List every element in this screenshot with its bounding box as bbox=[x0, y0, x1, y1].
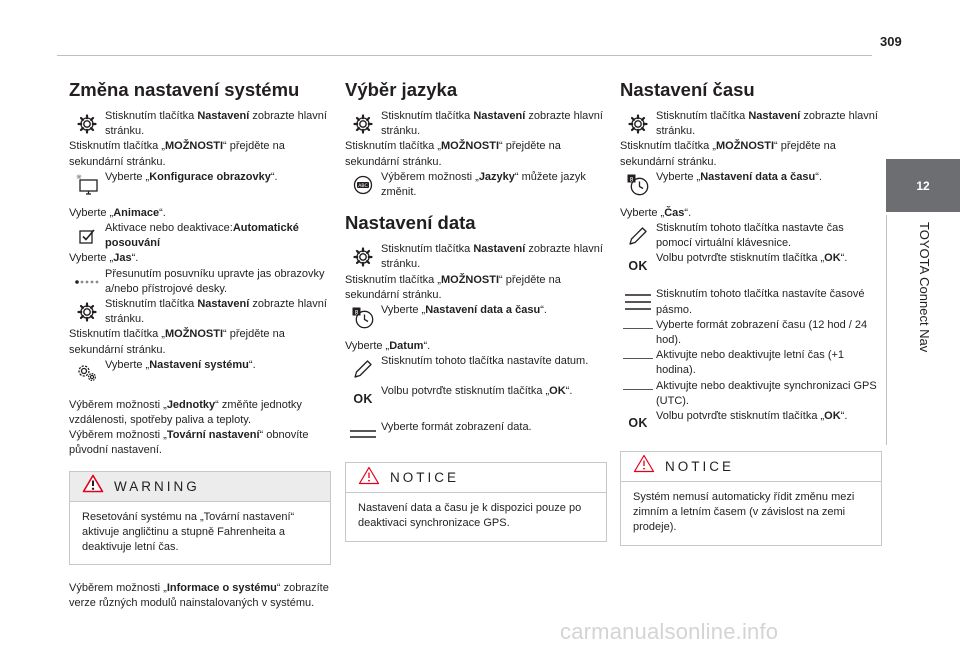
warning-body: Resetování systému na „Tovární nastavení“ aktivuje angličtinu a stupně Fahrenheita a deaktivuje letní čas. bbox=[70, 501, 330, 565]
chapter-tab[interactable] bbox=[886, 159, 960, 212]
slider-icon bbox=[69, 267, 105, 297]
watermark: carmanualsonline.info bbox=[560, 619, 779, 644]
bold-text: Jednotky bbox=[166, 398, 216, 411]
text: “. bbox=[840, 410, 848, 423]
paragraph bbox=[69, 398, 331, 428]
bold-text: MOŽNOSTI bbox=[440, 273, 500, 286]
page-number: 309 bbox=[880, 34, 902, 49]
column-system-settings bbox=[69, 78, 331, 612]
step-row bbox=[69, 221, 331, 251]
bold-text: Nastavení bbox=[748, 110, 801, 122]
ok-icon: OK bbox=[353, 391, 373, 406]
text: Stisknutím tlačítka bbox=[105, 298, 198, 311]
warning-header bbox=[70, 472, 330, 501]
text: Volbu potvrďte stisknutím tlačítka „ bbox=[656, 252, 825, 265]
text: Vyberte „ bbox=[69, 252, 114, 265]
bold-text: Nastavení bbox=[197, 110, 250, 122]
text: “. bbox=[840, 252, 848, 265]
chapter-number: 12 bbox=[916, 178, 930, 193]
text: “. bbox=[131, 252, 139, 265]
tab-rule bbox=[886, 215, 887, 445]
notice-title: NOTICE bbox=[665, 458, 735, 474]
notice-body: Systém nemusí automaticky řídit změnu mezi zimním a letním časem (v závislost na zemi prodeje). bbox=[633, 491, 855, 534]
bold-text: Jas bbox=[113, 252, 132, 265]
text: “. bbox=[815, 170, 822, 183]
text: “ přejděte na sekundární stránku. bbox=[620, 140, 836, 168]
text: “. bbox=[270, 170, 278, 183]
column-time-settings bbox=[620, 78, 882, 546]
paragraph bbox=[345, 273, 607, 303]
section-title: Nastavení času bbox=[620, 79, 755, 100]
step-row bbox=[69, 170, 331, 200]
bold-text: Automatické posouvání bbox=[105, 222, 299, 250]
step-row bbox=[620, 251, 882, 281]
bold-text: Nastavení bbox=[197, 298, 250, 311]
notice-title: NOTICE bbox=[390, 470, 460, 486]
bold-text: MOŽNOSTI bbox=[715, 140, 775, 153]
text: Výběrem možnosti „ bbox=[381, 170, 479, 183]
text: “. bbox=[540, 304, 547, 317]
notice-header bbox=[346, 463, 606, 493]
ok-icon: OK bbox=[628, 416, 648, 431]
paragraph bbox=[69, 206, 331, 221]
text: Volbu potvrďte stisknutím tlačítka „ bbox=[381, 385, 550, 398]
gear-icon bbox=[69, 109, 105, 139]
text: Stisknutím tlačítka bbox=[105, 110, 198, 122]
bold-text: MOŽNOSTI bbox=[164, 328, 224, 341]
text: zobrazte hlavní stránku. bbox=[105, 110, 327, 138]
text: Výběrem možnosti „ bbox=[69, 582, 167, 595]
text: zobrazte hlavní stránku. bbox=[656, 110, 878, 138]
text: “ zobrazíte verze různých modulů nainstalovaných v systému. bbox=[69, 582, 329, 610]
text: zobrazte hlavní stránku. bbox=[381, 243, 603, 271]
text: Vyberte „ bbox=[381, 304, 426, 317]
svg-text:ABC: ABC bbox=[358, 183, 368, 189]
paragraph bbox=[345, 139, 607, 169]
text: Vyberte „ bbox=[620, 206, 665, 219]
bold-text: OK bbox=[549, 385, 566, 398]
text: Vyberte „ bbox=[105, 358, 150, 371]
paragraph bbox=[69, 581, 331, 611]
text: Stisknutím tohoto tlačítka nastavíte datum. bbox=[381, 355, 589, 368]
text: Stisknutím tlačítka bbox=[381, 110, 474, 122]
bold-text: Nastavení systému bbox=[149, 358, 249, 371]
text: Stisknutím tlačítka „ bbox=[345, 273, 441, 286]
text: “ přejděte na sekundární stránku. bbox=[69, 328, 285, 356]
language-icon bbox=[345, 170, 381, 200]
text: Stisknutím tlačítka „ bbox=[620, 140, 716, 153]
text: Výběrem možnosti „ bbox=[69, 398, 167, 411]
step-row bbox=[620, 379, 882, 409]
step-row bbox=[620, 109, 882, 139]
chapter-label-text: TOYOTA Connect Nav bbox=[917, 222, 932, 353]
bold-text: Jazyky bbox=[478, 170, 515, 183]
bold-text: Nastavení bbox=[473, 110, 526, 122]
text: “ můžete jazyk změnit. bbox=[381, 170, 586, 199]
text: Stisknutím tlačítka „ bbox=[69, 328, 165, 341]
text: “ obnovíte původní nastavení. bbox=[69, 429, 309, 457]
step-row bbox=[345, 420, 607, 450]
text: Stisknutím tohoto tlačítka nastavíte časové pásmo. bbox=[656, 288, 865, 316]
paragraph bbox=[69, 251, 331, 266]
calendar-clock-icon bbox=[620, 170, 656, 200]
text: Vyberte formát zobrazení data. bbox=[381, 421, 532, 434]
notice-icon bbox=[633, 454, 655, 478]
notice-header bbox=[621, 452, 881, 482]
text: zobrazte hlavní stránku. bbox=[105, 298, 327, 326]
text: Aktivace nebo deaktivace: bbox=[105, 222, 233, 235]
ok-icon: OK bbox=[628, 258, 648, 273]
bold-text: OK bbox=[824, 410, 841, 423]
bold-text: Animace bbox=[113, 206, 160, 219]
step-row bbox=[345, 170, 607, 200]
step-row bbox=[345, 242, 607, 272]
section-title: Nastavení data bbox=[345, 212, 476, 234]
paragraph bbox=[620, 139, 882, 169]
bold-text: Nastavení bbox=[473, 243, 526, 256]
bold-text: Konfigurace obrazovky bbox=[149, 170, 271, 183]
header-rule bbox=[57, 55, 872, 56]
text: “ změňte jednotky vzdálenosti, spotřeby paliva a teploty. bbox=[69, 398, 302, 427]
paragraph bbox=[69, 327, 331, 357]
text: Aktivujte nebo deaktivujte synchronizaci GPS (UTC). bbox=[656, 379, 877, 407]
text: Aktivujte nebo deaktivujte letní čas (+1 hodina). bbox=[656, 349, 845, 377]
step-row bbox=[345, 109, 607, 139]
notice-body: Nastavení data a času je k dispozici pouze po deaktivaci synchronizace GPS. bbox=[358, 502, 582, 530]
step-row bbox=[345, 303, 607, 333]
bold-text: Tovární nastavení bbox=[166, 429, 260, 442]
screen-brightness-icon bbox=[69, 170, 105, 200]
gear-icon bbox=[69, 297, 105, 327]
text: “. bbox=[565, 385, 573, 398]
text: “. bbox=[159, 206, 166, 219]
bold-text: Čas bbox=[664, 206, 685, 219]
text: “ přejděte na sekundární stránku. bbox=[345, 140, 561, 168]
warning-title: WARNING bbox=[114, 478, 200, 494]
checkbox-icon bbox=[69, 221, 105, 251]
notice-box bbox=[345, 462, 607, 541]
bold-text: Nastavení data a času bbox=[425, 304, 541, 317]
warning-box bbox=[69, 471, 331, 566]
line-icon bbox=[623, 328, 653, 329]
gear-icon bbox=[345, 109, 381, 139]
text: Stisknutím tlačítka „ bbox=[345, 140, 441, 153]
bold-text: Datum bbox=[389, 340, 424, 353]
paragraph bbox=[69, 428, 331, 458]
bold-text: Nastavení data a času bbox=[700, 170, 816, 183]
calendar-clock-icon bbox=[345, 303, 381, 333]
pencil-icon bbox=[345, 354, 381, 384]
text: Stisknutím tlačítka bbox=[381, 243, 474, 256]
svg-text:8: 8 bbox=[629, 176, 634, 184]
text: “. bbox=[684, 206, 692, 219]
text: “ přejděte na sekundární stránku. bbox=[69, 140, 285, 168]
system-settings-icon bbox=[69, 358, 105, 388]
step-row bbox=[69, 297, 331, 327]
step-row bbox=[345, 354, 607, 384]
step-row bbox=[620, 287, 882, 317]
text: Vyberte formát zobrazení času (12 hod / 24 hod). bbox=[656, 318, 868, 347]
text: “ přejděte na sekundární stránku. bbox=[345, 273, 561, 301]
text: zobrazte hlavní stránku. bbox=[381, 110, 603, 138]
step-row bbox=[345, 384, 607, 414]
notice-icon bbox=[358, 466, 380, 490]
text: Vyberte „ bbox=[69, 206, 114, 219]
line-icon bbox=[623, 358, 653, 359]
bold-text: OK bbox=[824, 252, 841, 265]
text: Stisknutím tlačítka bbox=[656, 110, 749, 122]
step-row bbox=[620, 318, 882, 348]
section-title: Změna nastavení systému bbox=[69, 79, 300, 100]
warning-icon bbox=[82, 474, 104, 498]
column-language-date bbox=[345, 78, 607, 542]
step-row bbox=[620, 348, 882, 378]
svg-text:8: 8 bbox=[354, 309, 359, 317]
step-row bbox=[620, 221, 882, 251]
step-row bbox=[69, 358, 331, 388]
paragraph bbox=[620, 206, 882, 221]
list-icon bbox=[620, 287, 656, 317]
bold-text: Informace o systému bbox=[166, 582, 277, 595]
section-title: Výběr jazyka bbox=[345, 79, 458, 100]
text: Vyberte „ bbox=[105, 170, 150, 183]
text: “. bbox=[248, 358, 256, 371]
line-icon bbox=[623, 389, 653, 390]
text: Přesunutím posuvníku upravte jas obrazovky a/nebo přístrojové desky. bbox=[105, 267, 325, 295]
text: Volbu potvrďte stisknutím tlačítka „ bbox=[656, 410, 825, 423]
notice-box bbox=[620, 451, 882, 546]
text: Vyberte „ bbox=[656, 170, 701, 183]
pencil-icon bbox=[620, 221, 656, 251]
text: Stisknutím tohoto tlačítka nastavte čas pomocí virtuální klávesnice. bbox=[656, 222, 844, 250]
list-format-icon bbox=[345, 420, 381, 450]
text: Stisknutím tlačítka „ bbox=[69, 140, 165, 153]
text: “. bbox=[423, 340, 431, 353]
bold-text: MOŽNOSTI bbox=[164, 140, 224, 153]
paragraph bbox=[69, 139, 331, 169]
text: Výběrem možnosti „ bbox=[69, 429, 167, 442]
gear-icon bbox=[345, 242, 381, 272]
bold-text: MOŽNOSTI bbox=[440, 140, 500, 153]
paragraph bbox=[345, 339, 607, 354]
step-row bbox=[620, 409, 882, 439]
step-row bbox=[69, 267, 331, 297]
step-row bbox=[69, 109, 331, 139]
text: Vyberte „ bbox=[345, 340, 390, 353]
gear-icon bbox=[620, 109, 656, 139]
step-row bbox=[620, 170, 882, 200]
